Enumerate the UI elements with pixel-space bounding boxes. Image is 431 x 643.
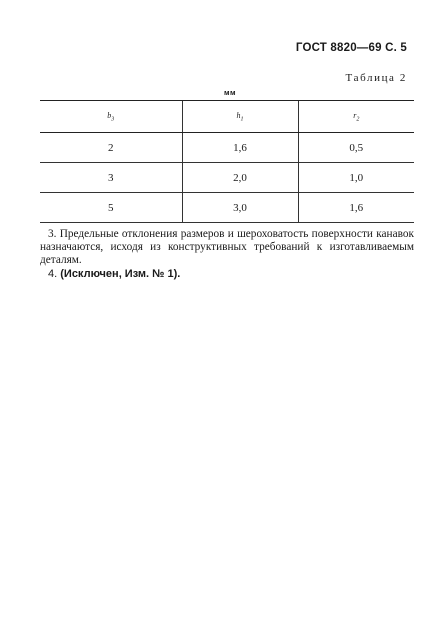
table-cell: 1,0 xyxy=(298,163,414,193)
table-row xyxy=(40,163,414,193)
table-header-row xyxy=(40,101,414,133)
paragraph-3: 3. Предельные отклонения размеров и шероховатость поверхности канавок назначаются, исходя из конструктивных требований к изготавливаемым деталям. xyxy=(40,228,414,266)
table-cell: 3 xyxy=(40,163,182,193)
paragraph-4-number: 4. xyxy=(48,268,58,280)
table-row xyxy=(40,133,414,163)
standard-header: ГОСТ 8820—69 С. 5 xyxy=(295,42,407,54)
column-header-h1: $h_1$ xyxy=(182,101,298,133)
table-cell: 3,0 xyxy=(182,193,298,223)
table-cell: 2 xyxy=(40,133,182,163)
dimensions-table xyxy=(40,100,414,223)
column-header-b3: $b_3$ xyxy=(40,101,182,133)
column-header-r2: $r_2$ xyxy=(298,101,414,133)
table-cell: 0,5 xyxy=(298,133,414,163)
table-caption: Таблица 2 xyxy=(345,72,407,84)
table-row xyxy=(40,193,414,223)
paragraph-4 xyxy=(40,268,414,281)
table-unit: мм xyxy=(224,88,237,97)
paragraph-4-text: (Исключен, Изм. № 1). xyxy=(60,268,181,280)
table-cell: 1,6 xyxy=(298,193,414,223)
table-cell: 5 xyxy=(40,193,182,223)
table-cell: 2,0 xyxy=(182,163,298,193)
table-cell: 1,6 xyxy=(182,133,298,163)
